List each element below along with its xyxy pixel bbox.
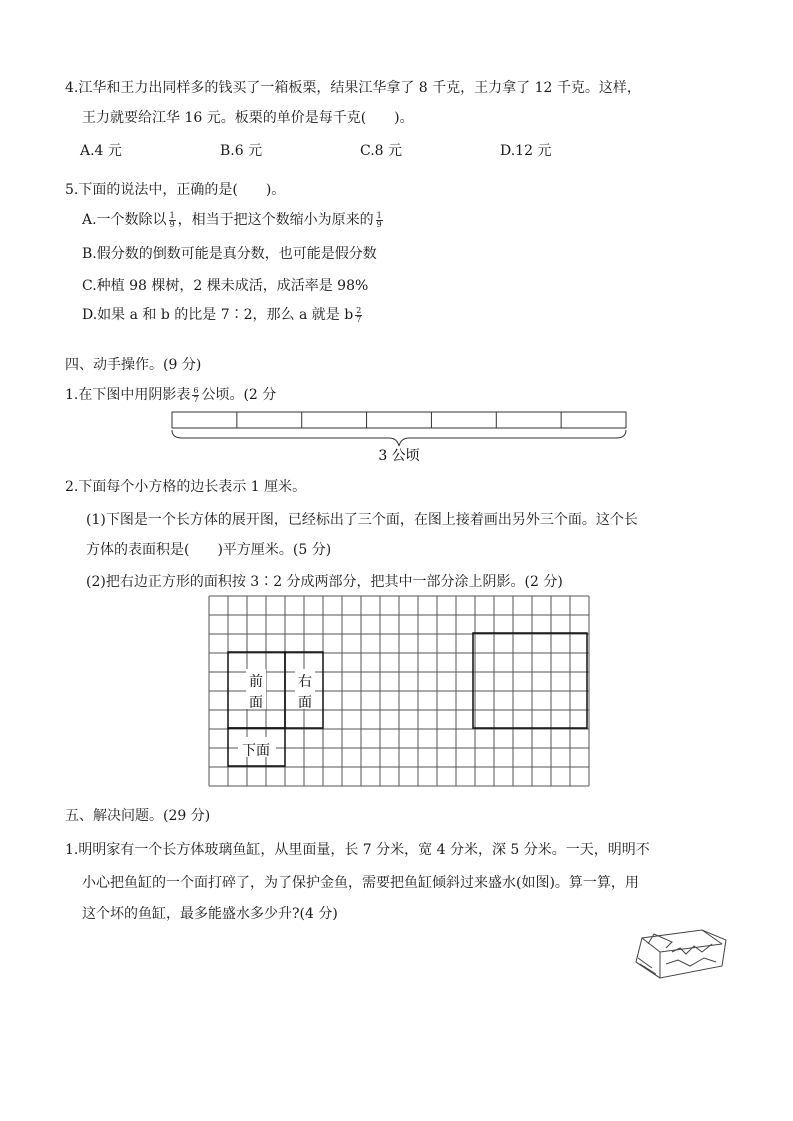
q5-a-middle: ，相当于把这个数缩小为原来的	[177, 212, 374, 228]
s5-problem-1-line-1: 1.明明家有一个长方体玻璃鱼缸，从里面量，长 7 分米，宽 4 分米，深 5 分米。一天，明明不	[65, 842, 650, 858]
q4-option-c[interactable]: C.8 元	[360, 143, 403, 159]
right-face-char-2: 面	[298, 695, 312, 711]
section-5-title: 五、解决问题。(29 分)	[65, 808, 211, 824]
problem-2-part-2: (2)把右边正方形的面积按 3∶2 分成两部分，把其中一部分涂上阴影。(2 分)	[86, 574, 563, 590]
q5-option-d[interactable]	[82, 305, 364, 325]
bottom-face-label: 下面	[242, 743, 270, 759]
q5-option-a[interactable]	[82, 210, 385, 230]
q4-line-2: 王力就要给江华 16 元。板栗的单价是每千克( )。	[82, 110, 414, 126]
q5-d-prefix: D.如果 a 和 b 的比是 7∶2，那么 a 就是 b	[82, 307, 354, 323]
problem-2-part-1-line-2: 方体的表面积是( )平方厘米。(5 分)	[86, 542, 332, 558]
brace	[172, 430, 626, 446]
section-4-title: 四、动手操作。(9 分)	[65, 357, 202, 373]
bar-label: 3 公顷	[378, 448, 420, 464]
s5-problem-1-line-3: 这个坏的鱼缸，最多能盛水多少升?(4 分)	[82, 906, 338, 922]
square-grid[interactable]	[208, 595, 590, 791]
q5-a-fraction-2: $\frac{1}{9}$	[376, 210, 382, 229]
q5-option-c[interactable]: C.种植 98 棵树，2 棵未成活，成活率是 98%	[82, 278, 369, 294]
hectare-bar[interactable]	[172, 412, 626, 428]
section-4-problem-1: 1.在下图中用阴影表 $\frac{6}{7}$ 公顷。(2 分	[65, 385, 277, 404]
section-4-problem-2: 2.下面每个小方格的边长表示 1 厘米。	[65, 479, 307, 495]
p1-fraction: $\frac{6}{7}$	[193, 385, 199, 404]
q4-option-b[interactable]: B.6 元	[220, 143, 263, 159]
q5-stem: 5.下面的说法中，正确的是( )。	[65, 182, 286, 198]
q5-d-fraction: $\frac{2}{7}$	[356, 305, 362, 324]
q4-option-d[interactable]: D.12 元	[500, 143, 552, 159]
tilted-fish-tank-illustration	[632, 918, 730, 984]
q5-a-fraction-1: $\frac{1}{9}$	[169, 210, 175, 229]
front-face-char-2: 面	[249, 695, 263, 711]
front-face-char-1: 前	[249, 674, 263, 690]
problem-2-part-1-line-1: (1)下图是一个长方体的展开图，已经标出了三个面，在图上接着画出另外三个面。这个长	[86, 512, 638, 528]
q5-a-prefix: A.一个数除以	[82, 212, 167, 228]
q5-option-b[interactable]: B.假分数的倒数可能是真分数，也可能是假分数	[82, 246, 377, 262]
right-face-char-1: 右	[298, 674, 312, 690]
q4-line-1: 4.江华和王力出同样多的钱买了一箱板栗，结果江华拿了 8 千克，王力拿了 12 千克。这样，	[65, 80, 641, 96]
hectare-bar-diagram[interactable]	[168, 408, 630, 466]
s5-problem-1-line-2: 小心把鱼缸的一个面打碎了，为了保护金鱼，需要把鱼缸倾斜过来盛水(如图)。算一算，用	[82, 875, 639, 891]
q4-option-a[interactable]: A.4 元	[80, 143, 122, 159]
